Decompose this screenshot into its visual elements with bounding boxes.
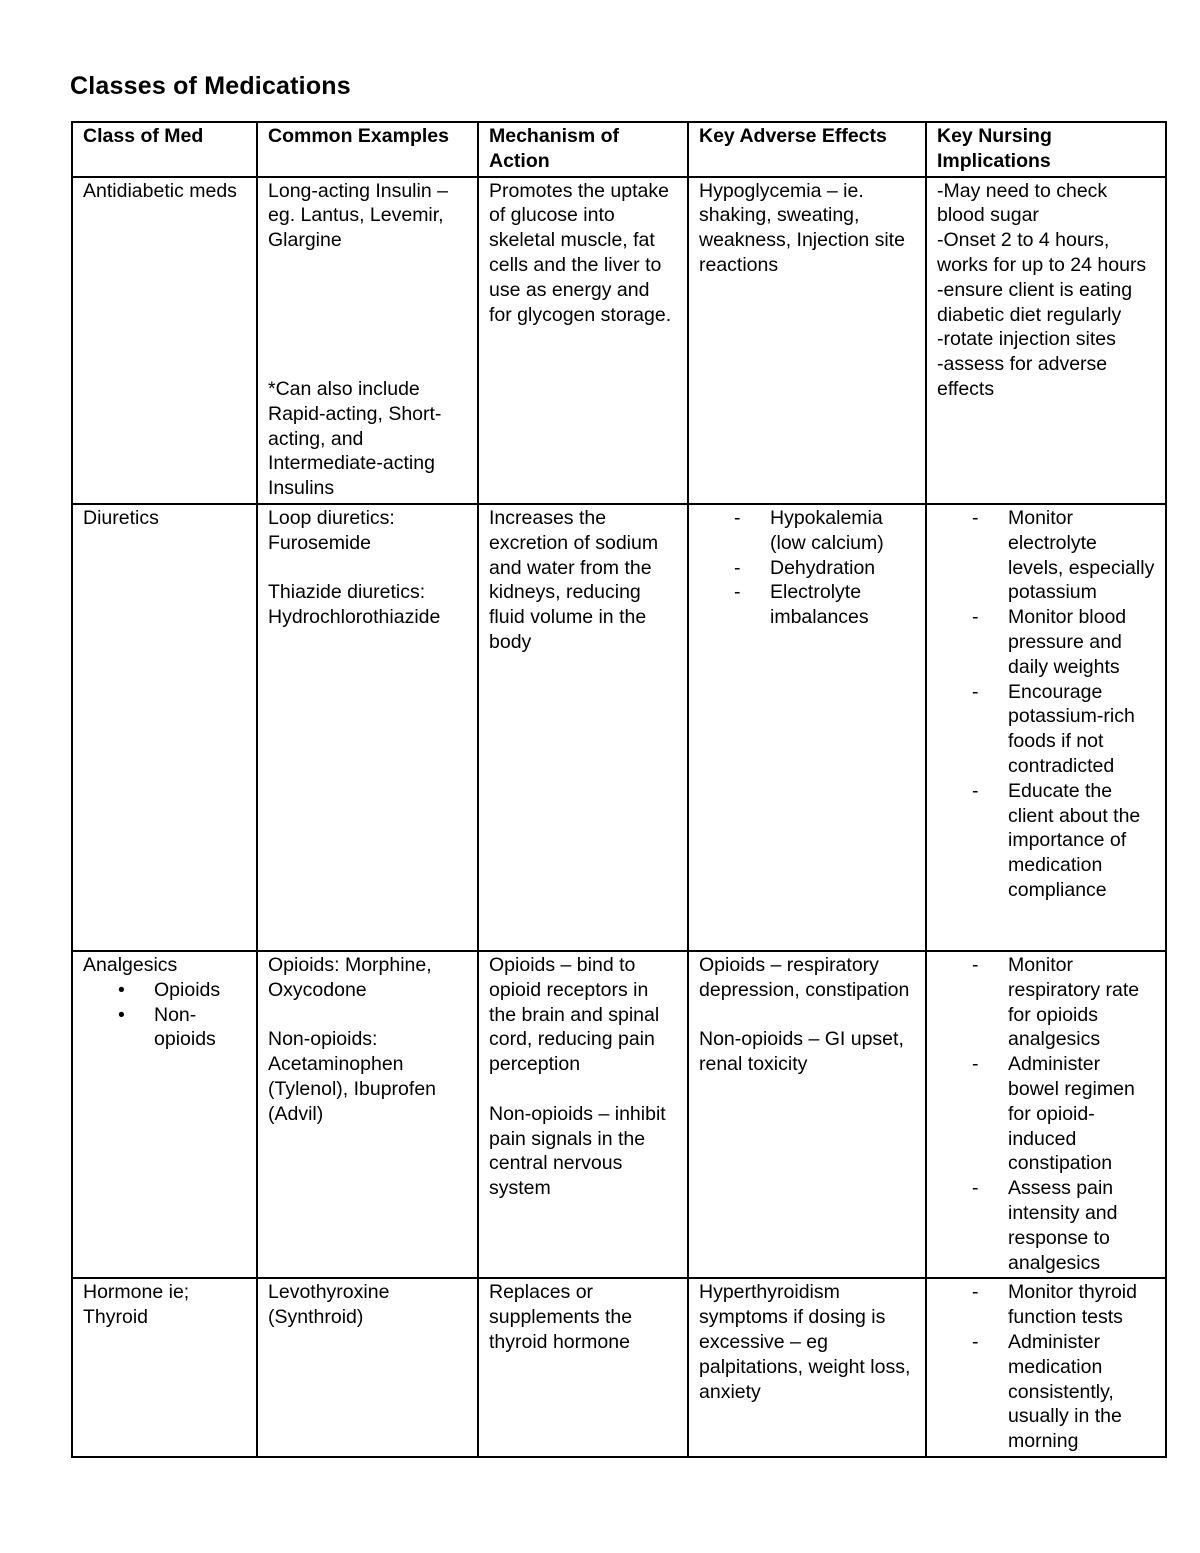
cell-nursing (926, 951, 1166, 1278)
header-nursing-implications: Key Nursing Implications (926, 122, 1166, 177)
list-item: - Assess pain intensity and response to analgesics (1008, 1176, 1155, 1275)
list-item: • Opioids (154, 978, 246, 1003)
cell-text: -Onset 2 to 4 hours, works for up to 24 hours (937, 229, 1147, 276)
cell-examples (257, 951, 478, 1278)
list-item: - Dehydration (770, 556, 915, 581)
list-item: - Electrolyte imbalances (770, 580, 915, 630)
cell-adverse (688, 951, 926, 1278)
list-item: - Monitor respiratory rate for opioids analgesics (1008, 953, 1155, 1052)
cell-mechanism (478, 951, 688, 1278)
cell-text: Non-opioids – GI upset, renal toxicity (699, 1028, 904, 1076)
header-mechanism: Mechanism of Action (478, 122, 688, 177)
cell-text: *Can also include Rapid-acting, Short-acting, and Intermediate-acting Insulins (268, 377, 442, 500)
list-item: - Monitor thyroid function tests (1008, 1280, 1155, 1330)
table-header-row (72, 122, 1166, 177)
cell-text: Replaces or supplements the thyroid hormone (489, 1281, 633, 1353)
nursing-list (937, 506, 1155, 903)
list-item: - Monitor electrolyte levels, especially potassium (1008, 506, 1155, 605)
nursing-list (937, 1280, 1155, 1454)
list-item: - Monitor blood pressure and daily weights (1008, 605, 1155, 679)
header-adverse-effects: Key Adverse Effects (688, 122, 926, 177)
nursing-list (937, 953, 1155, 1275)
cell-text: Thiazide diuretics: Hydrochlorothiazide (268, 581, 441, 629)
list-item: - Hypokalemia (low calcium) (770, 506, 915, 556)
cell-examples (257, 177, 478, 504)
class-bullet-list (83, 978, 246, 1052)
header-class-of-med: Class of Med (72, 122, 257, 177)
table-row (72, 1278, 1166, 1457)
list-item: - Administer medication consistently, usually in the morning (1008, 1330, 1155, 1454)
cell-text: Analgesics (83, 953, 178, 976)
cell-text: Increases the excretion of sodium and water from the kidneys, reducing fluid volume in the body (489, 506, 659, 653)
cell-nursing (926, 1278, 1166, 1457)
adverse-list (699, 506, 915, 630)
list-item: - Encourage potassium-rich foods if not contradicted (1008, 680, 1155, 779)
table-row (72, 504, 1166, 951)
cell-nursing (926, 504, 1166, 951)
cell-class (72, 177, 257, 504)
cell-class (72, 504, 257, 951)
header-common-examples: Common Examples (257, 122, 478, 177)
cell-text: Loop diuretics: Furosemide (268, 506, 395, 554)
list-item: - Administer bowel regimen for opioid-induced constipation (1008, 1052, 1155, 1176)
list-item: - Educate the client about the importance of medication compliance (1008, 779, 1155, 903)
cell-class (72, 1278, 257, 1457)
cell-mechanism (478, 1278, 688, 1457)
cell-text: -assess for adverse effects (937, 353, 1108, 400)
cell-text: Non-opioids – inhibit pain signals in the central nervous system (489, 1102, 666, 1200)
cell-text: Long-acting Insulin – eg. Lantus, Levemir, Glargine (268, 179, 448, 252)
cell-examples (257, 1278, 478, 1457)
cell-text: Promotes the uptake of glucose into skeletal muscle, fat cells and the liver to use as energy and for glycogen storage. (489, 179, 672, 326)
cell-text: Hyperthyroidism symptoms if dosing is excessive – eg palpitations, weight loss, anxiety (699, 1281, 911, 1403)
cell-text: Opioids: Morphine, Oxycodone (268, 953, 432, 1001)
cell-text: Hormone ie; Thyroid (83, 1281, 190, 1329)
cell-mechanism (478, 504, 688, 951)
cell-examples (257, 504, 478, 951)
cell-adverse (688, 177, 926, 504)
cell-mechanism (478, 177, 688, 504)
table-row (72, 177, 1166, 504)
cell-text: Opioids – bind to opioid receptors in the brain and spinal cord, reducing pain perception (489, 953, 660, 1076)
cell-text: Diuretics (83, 506, 159, 529)
cell-text: -May need to check blood sugar (937, 179, 1108, 227)
cell-text: Hypoglycemia – ie. shaking, sweating, weakness, Injection site reactions (699, 179, 905, 276)
cell-class (72, 951, 257, 1278)
cell-nursing (926, 177, 1166, 504)
cell-adverse (688, 1278, 926, 1457)
table-row (72, 951, 1166, 1278)
list-item: • Non-opioids (154, 1003, 246, 1053)
cell-text: -rotate injection sites (937, 328, 1116, 351)
cell-text: Opioids – respiratory depression, constipation (699, 953, 910, 1001)
cell-adverse (688, 504, 926, 951)
cell-text: Antidiabetic meds (83, 179, 237, 202)
page-title: Classes of Medications (70, 72, 351, 100)
cell-text: Levothyroxine (Synthroid) (268, 1281, 390, 1329)
medications-table (71, 121, 1167, 1458)
cell-text: -ensure client is eating diabetic diet regularly (937, 278, 1133, 326)
cell-text: Non-opioids: Acetaminophen (Tylenol), Ibuprofen (Advil) (268, 1028, 437, 1125)
